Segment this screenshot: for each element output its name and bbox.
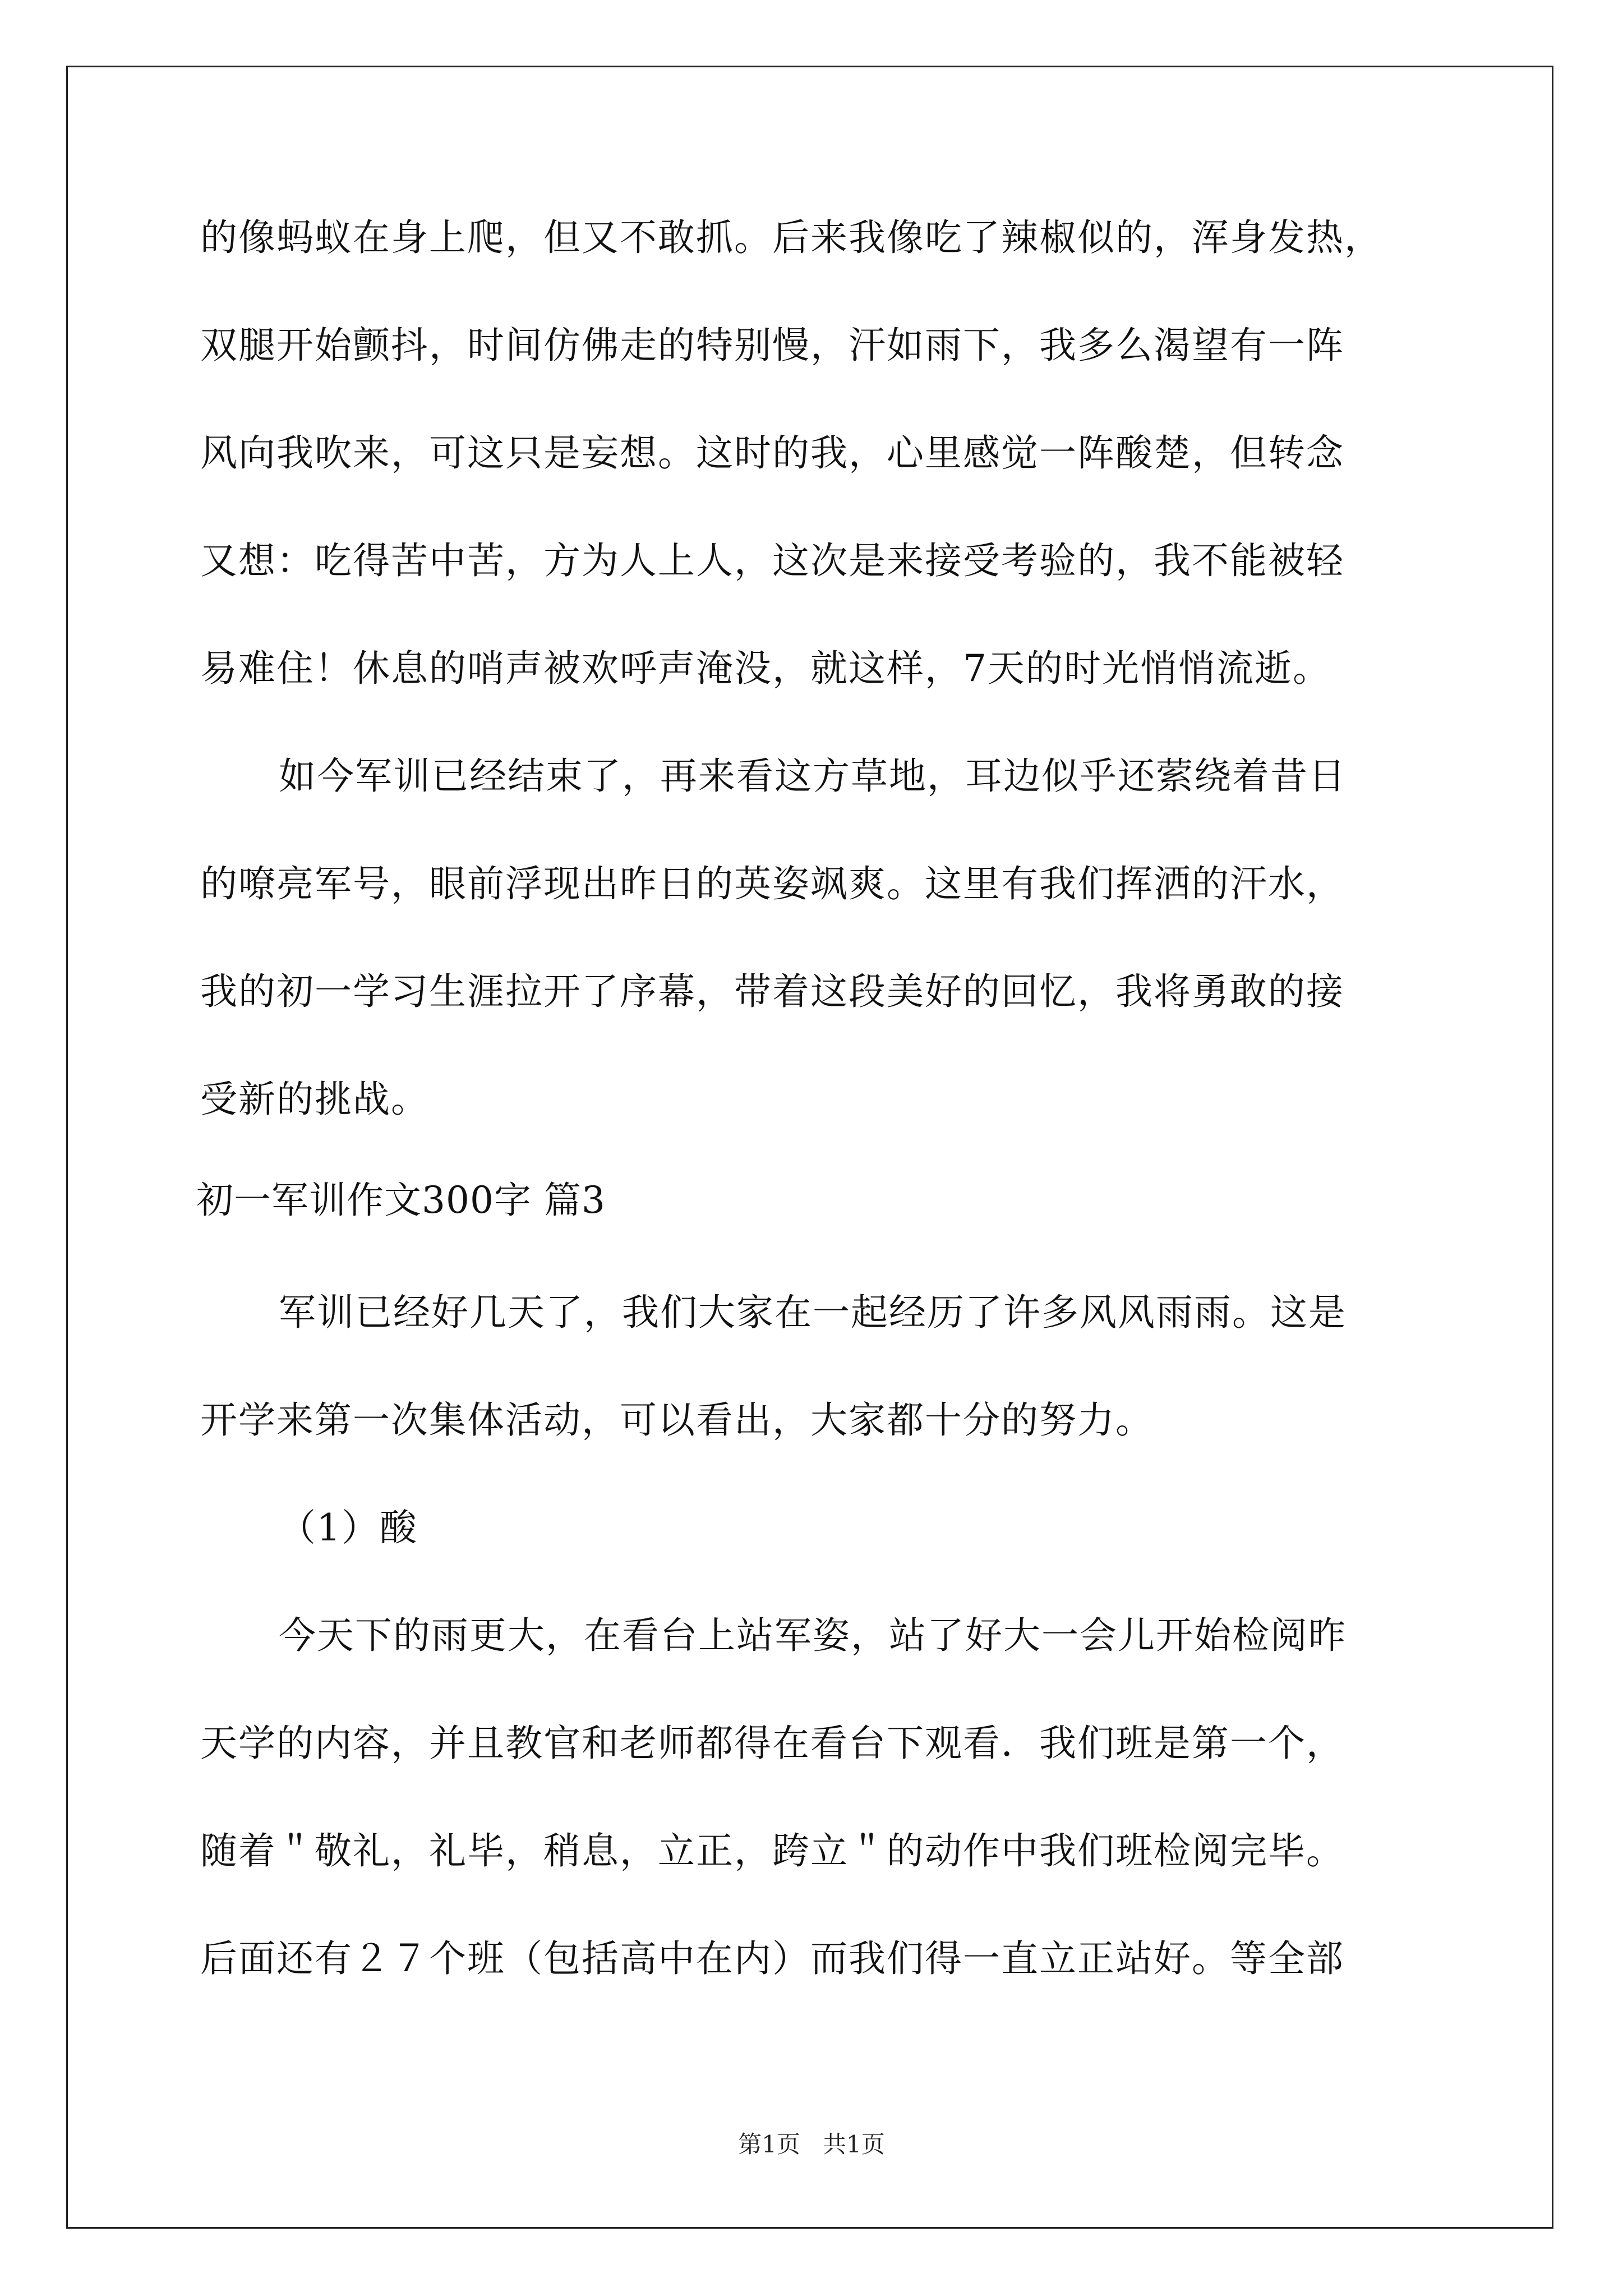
paragraph-start: 如今军训已经结束了，再来看这方草地，耳边似乎还萦绕着昔日 [279, 754, 1347, 798]
text-line: 的嘹亮军号，眼前浮现出昨日的英姿飒爽。这里有我们挥洒的汗水， [200, 862, 1344, 905]
paragraph-start: 军训已经好几天了，我们大家在一起经历了许多风风雨雨。这是 [279, 1291, 1347, 1334]
page-border [66, 66, 1553, 2229]
subheading: （1）酸 [279, 1506, 418, 1549]
text-line: 风向我吹来，可这只是妄想。这时的我，心里感觉一阵酸楚，但转念 [200, 431, 1344, 475]
section-heading: 初一军训作文300字 篇3 [196, 1179, 606, 1222]
text-line: 后面还有２７个班（包括高中在内）而我们得一直立正站好。等全部 [200, 1937, 1344, 1980]
text-line: 易难住！休息的哨声被欢呼声淹没，就这样，7天的时光悄悄流逝。 [200, 647, 1331, 690]
text-line: 的像蚂蚁在身上爬，但又不敢抓。后来我像吃了辣椒似的，浑身发热， [200, 216, 1382, 259]
page-footer: 第1页 共1页 [738, 2131, 885, 2158]
text-line: 受新的挑战。 [200, 1078, 429, 1121]
text-line: 我的初一学习生涯拉开了序幕，带着这段美好的回忆，我将勇敢的接 [200, 970, 1344, 1013]
text-line: 天学的内容，并且教官和老师都得在看台下观看．我们班是第一个， [200, 1722, 1344, 1765]
text-line: 随着＂敬礼，礼毕，稍息，立正，跨立＂的动作中我们班检阅完毕。 [200, 1829, 1344, 1872]
text-line: 双腿开始颤抖，时间仿佛走的特别慢，汗如雨下，我多么渴望有一阵 [200, 324, 1344, 367]
paragraph-start: 今天下的雨更大，在看台上站军姿，站了好大一会儿开始检阅昨 [279, 1614, 1347, 1657]
text-line: 开学来第一次集体活动，可以看出，大家都十分的努力。 [200, 1398, 1154, 1442]
text-line: 又想：吃得苦中苦，方为人上人，这次是来接受考验的，我不能被轻 [200, 539, 1344, 582]
